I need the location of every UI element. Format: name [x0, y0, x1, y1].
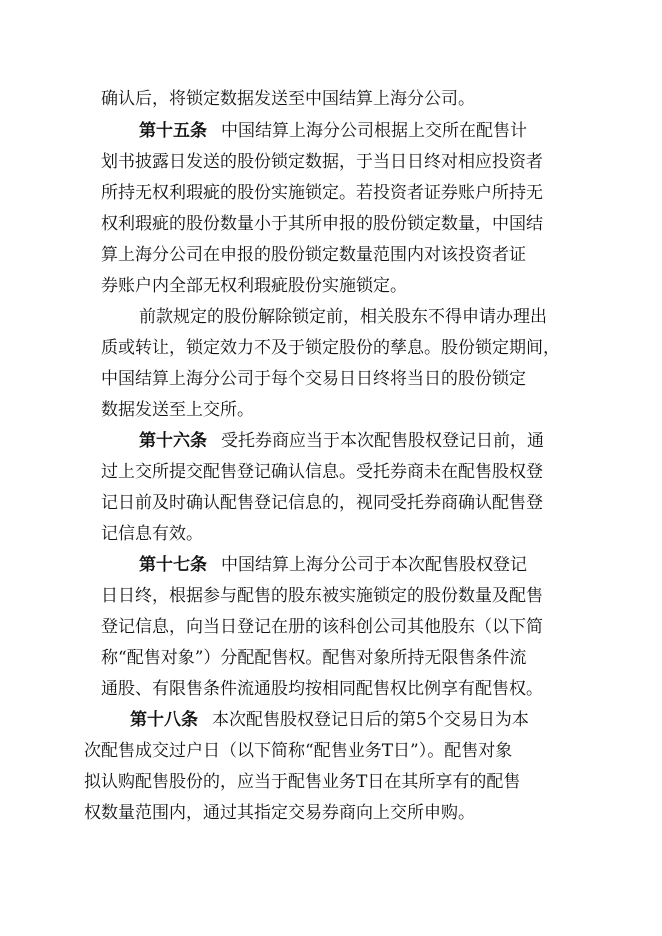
text-line: 质或转让，锁定效力不及于锁定股份的孳息。股份锁定期间，	[101, 338, 560, 358]
text-line: 记日前及时确认配售登记信息的，视同受托券商确认配售登	[101, 493, 543, 513]
text-line: 数据发送至上交所。	[101, 400, 254, 420]
article-16	[101, 426, 544, 550]
article-18	[84, 705, 529, 829]
text-segment: 中国结算上海分公司根据上交所在配售计	[221, 121, 527, 141]
text-line: 拟认购配售股份的，应当于配售业务T日在其所享有的配售	[84, 772, 521, 792]
text-segment: 本次配售股权登记日后的第5个交易日为本	[212, 710, 529, 730]
text-line: 券账户内全部无权利瑕疵股份实施锁定。	[101, 276, 407, 296]
text-line: 前款规定的股份解除锁定前，相关股东不得申请办理出	[139, 307, 547, 327]
article-15-second-paragraph	[101, 302, 560, 426]
article-number: 第十五条	[139, 121, 207, 141]
text-line: 划书披露日发送的股份锁定数据，于当日日终对相应投资者	[101, 152, 543, 172]
text-line: 算上海分公司在申报的股份锁定数量范围内对该投资者证	[101, 245, 526, 265]
text-line	[101, 426, 544, 457]
text-line: 次配售成交过户日（以下简称“配售业务T日”）。配售对象	[84, 741, 513, 761]
text-line	[101, 116, 543, 147]
text-line	[84, 705, 529, 736]
text-line: 所持无权利瑕疵的股份实施锁定。若投资者证券账户所持无	[101, 183, 543, 203]
text-line: 过上交所提交配售登记确认信息。受托券商未在配售股权登	[101, 462, 543, 482]
text-line: 通股、有限售条件流通股均按相同配售权比例享有配售权。	[101, 679, 543, 699]
text-line: 称“配售对象”）分配配售权。配售对象所持无限售条件流	[101, 648, 527, 668]
article-15	[101, 116, 543, 302]
text-segment: 中国结算上海分公司于本次配售股权登记	[221, 555, 527, 575]
text-line: 日日终，根据参与配售的股东被实施锁定的股份数量及配售	[101, 586, 543, 606]
article-number: 第十八条	[130, 710, 198, 730]
text-line: 记信息有效。	[101, 524, 203, 544]
text-line: 权数量范围内，通过其指定交易券商向上交所申购。	[84, 803, 475, 823]
text-line	[101, 550, 543, 581]
text-line: 登记信息，向当日登记在册的该科创公司其他股东（以下简	[101, 617, 543, 637]
article-number: 第十六条	[139, 431, 207, 451]
article-17	[101, 550, 543, 705]
text-line: 中国结算上海分公司于每个交易日日终将当日的股份锁定	[101, 369, 526, 389]
article-number: 第十七条	[139, 555, 207, 575]
text-line: 确认后，将锁定数据发送至中国结算上海分公司。	[101, 89, 475, 109]
text-segment: 受托券商应当于本次配售股权登记日前，通	[221, 431, 544, 451]
paragraph-continuation	[101, 84, 475, 115]
text-line: 权利瑕疵的股份数量小于其所申报的股份锁定数量，中国结	[101, 214, 543, 234]
